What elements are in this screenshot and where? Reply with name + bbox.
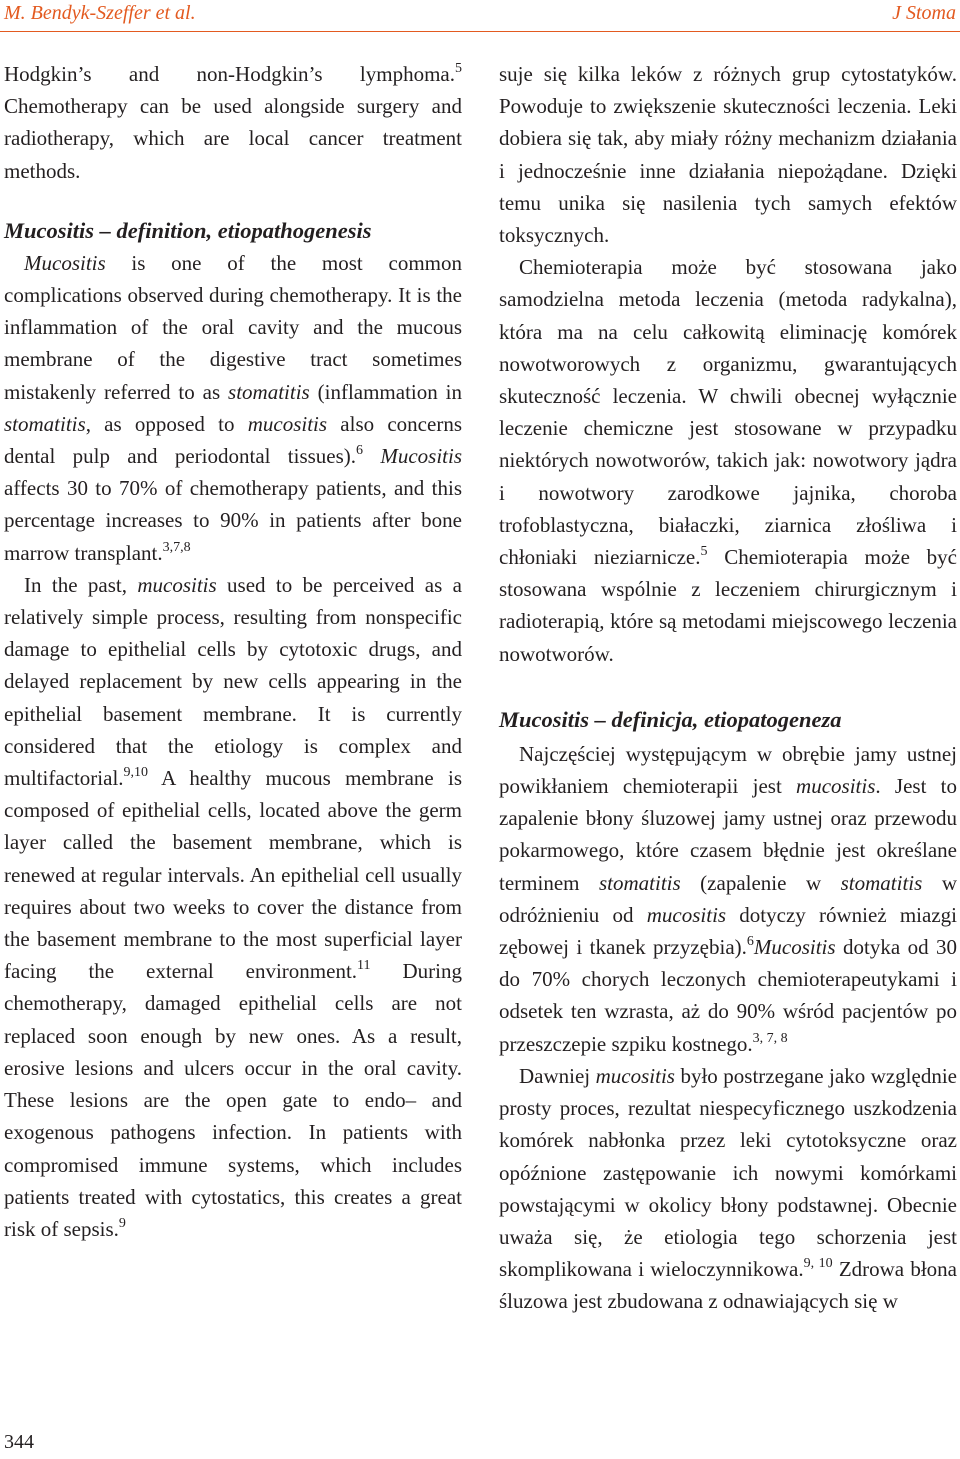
citation: 9 xyxy=(118,1215,126,1231)
left-column xyxy=(4,58,462,1245)
paragraph-etiologia: Dawniej mucositis było postrzegane jako względnie prosty proces, rezultat niespecyficznego uszkodzenia komórek nabłonka przez leki cytotoksyczne oraz opóźnione zastępowanie ich nowymi komórkami powstającymi w okolicy błony podstawnej. Obecnie uważa się, że etiologia tego schorzenia jest skomplikowana i wieloczynnikowa.$^{9, 10}$ Zdrowa błona śluzowa jest zbudowana z odnawiających się w xyxy=(499,1063,957,1314)
paragraph-chemotherapy-pl: Chemioterapia może być stosowana jako samodzielna metoda leczenia (metoda radykalna), która ma na celu całkowitą eliminację komórek nowotworowych z organizmu, gwarantujących skuteczność leczenia. W chwili obecnej wyłącznie leczenie chemiczne jest stosowane w przypadku niektórych nowotworów, takich jak: nowotwory jądra i nowotwory zarodkowe jajnika, choroba trofoblastyczna, białaczki, ziarnica złośliwa i chłoniaki nieziarnicze.$^5$ Chemioterapia może być stosowana wspólnie z leczeniem chirurgicznym i radioterapią, które są metodami miejscowego leczenia nowotworów. xyxy=(499,255,957,666)
citation: 5 xyxy=(700,544,708,560)
paragraph-lymphoma: Hodgkin’s and non-Hodgkin’s lymphoma.$^5$ Chemotherapy can be used alongside surgery and radiotherapy, which are local cancer treatment methods. xyxy=(4,61,462,183)
paragraph-combination-therapy: suje się kilka leków z różnych grup cytostatyków. Powoduje to zwiększenie skuteczności leczenia. Leki dobiera się tak, aby miały różny mechanizm działania i jednocześnie inne działania niepożądane. Dzięki temu unika się nasilenia tych samych efektów toksycznych. xyxy=(499,62,957,248)
header-journal: J Stoma xyxy=(892,2,956,24)
citation: 9, 10 xyxy=(803,1256,833,1272)
right-column xyxy=(499,58,957,1318)
citation: 6 xyxy=(746,934,754,950)
section-heading-pl: Mucositis – definicja, etiopatogeneza xyxy=(499,706,842,732)
citation: 5 xyxy=(455,61,462,76)
header-rule xyxy=(0,31,960,32)
citation: 3, 7, 8 xyxy=(752,1030,788,1046)
citation: 9,10 xyxy=(123,765,149,781)
running-header xyxy=(0,0,960,30)
citation: 3,7,8 xyxy=(162,539,191,555)
header-authors: M. Bendyk-Szeffer et al. xyxy=(4,2,196,24)
section-heading-en: Mucositis – definition, etiopathogenesis xyxy=(4,217,372,243)
citation: 6 xyxy=(356,443,364,459)
citation: 11 xyxy=(357,958,371,974)
page-number: 344 xyxy=(4,1431,34,1453)
paragraph-mucositis-definition: Mucositis is one of the most common complications observed during chemotherapy. It is the inflammation of the oral cavity and the mucous membrane of the digestive tract sometimes mistakenly referred to as stomatitis (inflammation in stomatitis, as opposed to mucositis also concerns dental pulp and periodontal tissues).$^6$ Mucositis affects 30 to 70% of chemotherapy patients, and this percentage increases to 90% in patients after bone marrow transplant.$^{3,7,8}$ xyxy=(4,250,462,565)
paragraph-etiology: In the past, mucositis used to be perceived as a relatively simple process, resulting from nonspecific damage to epithelial cells by cytotoxic drugs, and delayed replacement by new cells appearing in the epithelial basement membrane. It is currently considered that the etiology is complex and multifactorial.$^{9,10}$ A healthy mucous membrane is composed of epithelial cells, located above the germ layer called the basement membrane, which is renewed at regular intervals. An epithelial cell usually requires about two weeks to cover the distance from the basement membrane to the most superficial layer facing the external environment.$^{11}$ During chemotherapy, damaged epithelial cells are not replaced soon enough by new ones. As a result, erosive lesions and ulcers occur in the oral cavity. These lesions are the open gate to endo– and exogenous pathogens infection. In patients with compromised immune systems, which includes patients treated with cytostatics, this creates a great risk of sepsis.$^9$ xyxy=(4,572,462,1241)
paragraph-mucositis-definicja: Najczęściej występującym w obrębie jamy ustnej powikłaniem chemioterapii jest mucositis. Jest to zapalenie błony śluzowej jamy ustnej oraz przewodu pokarmowego, które czasem błędnie jest określane terminem stomatitis (zapalenie w stomatitis w odróżnieniu od mucositis dotyczy również miazgi zębowej i tkanek przyzębia).$^6$Mucositis dotyka od 30 do 70% chorych leczonych chemioterapeutykami i odsetek ten wzrasta, aż do 90% wśród pacjentów po przeszczepie szpiku kostnego.$^{3, 7, 8}$ xyxy=(499,741,957,1056)
